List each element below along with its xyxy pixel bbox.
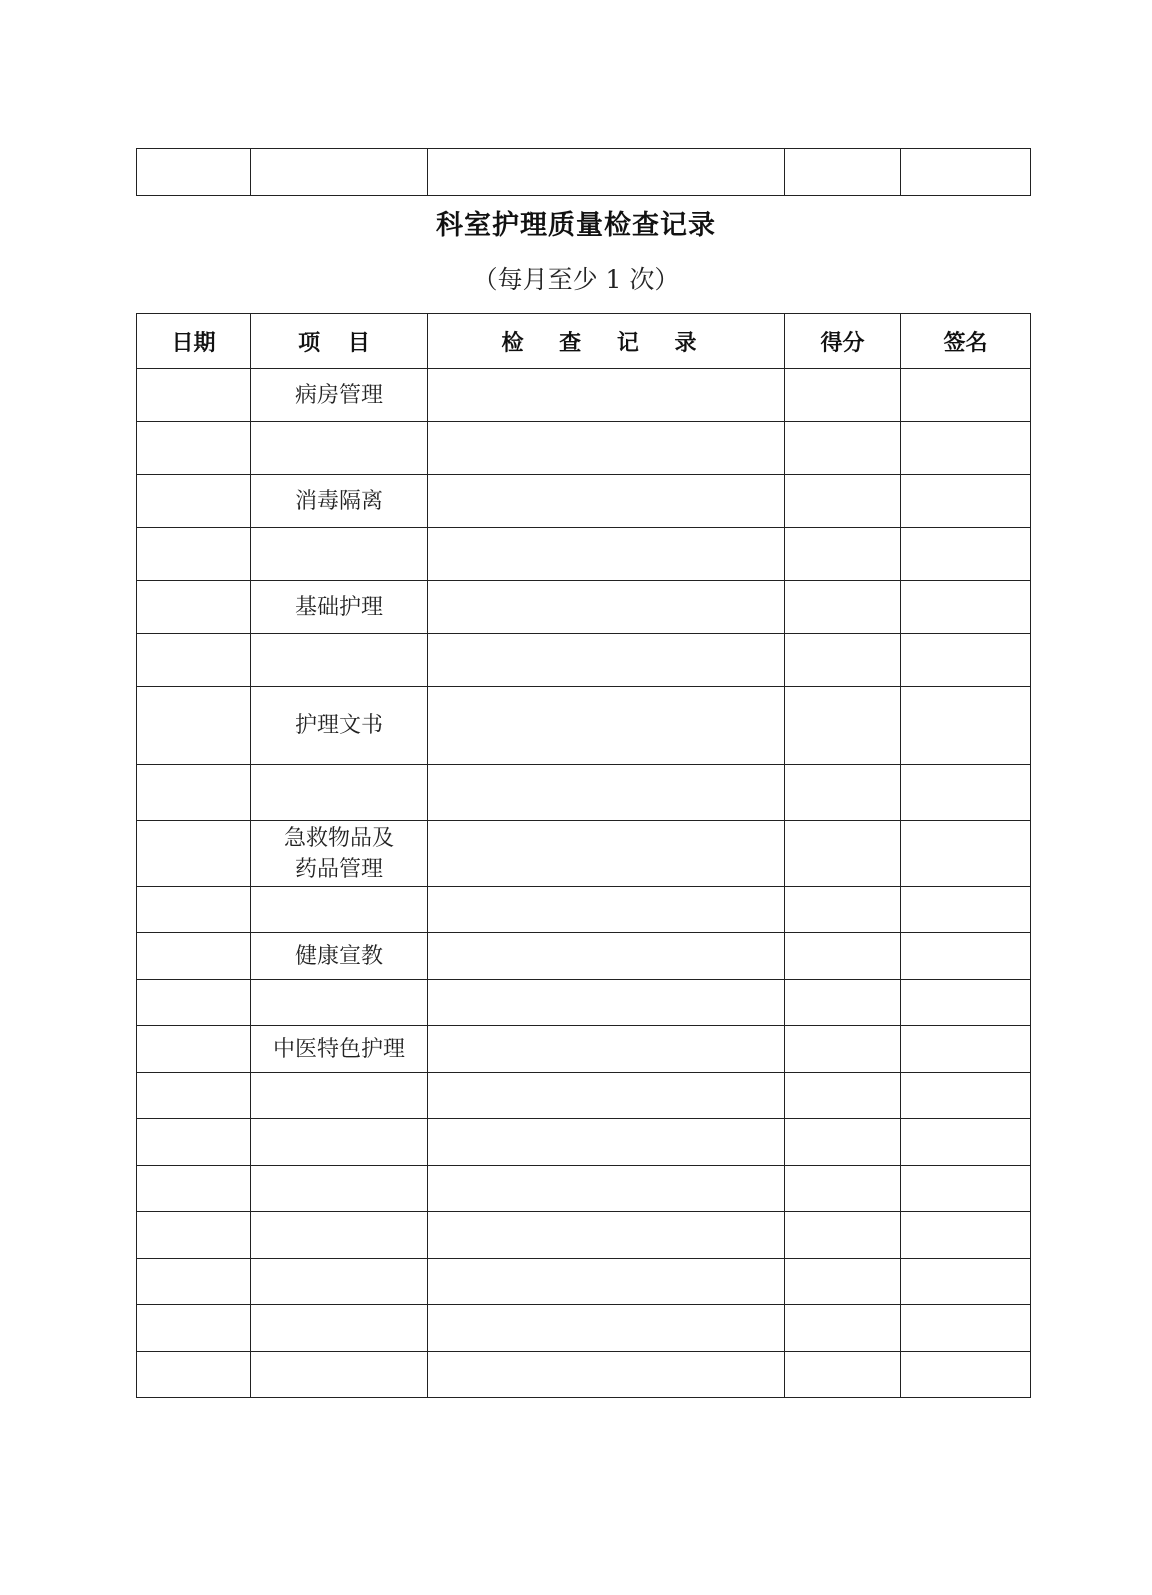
- record-cell[interactable]: [428, 1026, 785, 1073]
- table-row: [137, 1259, 1031, 1305]
- inspection-record-table: [136, 313, 1031, 1398]
- score-cell[interactable]: [785, 687, 901, 765]
- item-cell-emergency: [251, 821, 428, 887]
- blank-cell[interactable]: [137, 149, 251, 196]
- score-cell[interactable]: [785, 1166, 901, 1212]
- record-cell[interactable]: [428, 369, 785, 422]
- date-cell[interactable]: [137, 887, 251, 933]
- date-cell[interactable]: [137, 1166, 251, 1212]
- table-row: [137, 933, 1031, 980]
- date-cell[interactable]: [137, 1212, 251, 1259]
- record-cell[interactable]: [428, 1259, 785, 1305]
- item-cell-disinfection: 消毒隔离: [251, 475, 428, 528]
- signature-cell[interactable]: [901, 528, 1031, 581]
- date-cell[interactable]: [137, 475, 251, 528]
- signature-cell[interactable]: [901, 475, 1031, 528]
- page-title: 科室护理质量检查记录: [436, 210, 716, 241]
- record-cell[interactable]: [428, 581, 785, 634]
- date-cell[interactable]: [137, 765, 251, 821]
- item-cell[interactable]: [251, 1073, 428, 1119]
- signature-cell[interactable]: [901, 1352, 1031, 1398]
- record-cell[interactable]: [428, 1119, 785, 1166]
- signature-cell[interactable]: [901, 821, 1031, 887]
- score-cell[interactable]: [785, 1026, 901, 1073]
- score-cell[interactable]: [785, 581, 901, 634]
- score-cell[interactable]: [785, 933, 901, 980]
- signature-cell[interactable]: [901, 1212, 1031, 1259]
- table-row: [137, 422, 1031, 475]
- table-row: [137, 980, 1031, 1026]
- table-row: [137, 149, 1031, 196]
- date-cell[interactable]: [137, 1119, 251, 1166]
- header-item: 项 目: [251, 314, 428, 369]
- record-cell[interactable]: [428, 1212, 785, 1259]
- item-cell-tcm: 中医特色护理: [251, 1026, 428, 1073]
- score-cell[interactable]: [785, 1212, 901, 1259]
- item-label-line: 急救物品及: [283, 825, 394, 851]
- table-row: [137, 1166, 1031, 1212]
- record-cell[interactable]: [428, 687, 785, 765]
- table-row: [137, 475, 1031, 528]
- header-date: 日期: [137, 314, 251, 369]
- record-cell[interactable]: [428, 980, 785, 1026]
- date-cell[interactable]: [137, 1352, 251, 1398]
- date-cell[interactable]: [137, 1026, 251, 1073]
- record-cell[interactable]: [428, 821, 785, 887]
- item-cell[interactable]: [251, 422, 428, 475]
- record-cell[interactable]: [428, 422, 785, 475]
- table-row: [137, 765, 1031, 821]
- score-cell[interactable]: [785, 1073, 901, 1119]
- date-cell[interactable]: [137, 581, 251, 634]
- item-cell-basic-care: 基础护理: [251, 581, 428, 634]
- table-row: [137, 369, 1031, 422]
- signature-cell[interactable]: [901, 1119, 1031, 1166]
- header-row: [137, 314, 1031, 369]
- score-cell[interactable]: [785, 765, 901, 821]
- signature-cell[interactable]: [901, 1073, 1031, 1119]
- score-cell[interactable]: [785, 821, 901, 887]
- signature-cell[interactable]: [901, 887, 1031, 933]
- item-cell-ward: 病房管理: [251, 369, 428, 422]
- date-cell[interactable]: [137, 422, 251, 475]
- score-cell[interactable]: [785, 980, 901, 1026]
- blank-cell[interactable]: [785, 149, 901, 196]
- score-cell[interactable]: [785, 634, 901, 687]
- signature-cell[interactable]: [901, 634, 1031, 687]
- signature-cell[interactable]: [901, 765, 1031, 821]
- table-row: [137, 821, 1031, 887]
- score-cell[interactable]: [785, 369, 901, 422]
- top-blank-table: [136, 148, 1031, 196]
- score-cell[interactable]: [785, 1352, 901, 1398]
- record-cell[interactable]: [428, 1305, 785, 1352]
- signature-cell[interactable]: [901, 422, 1031, 475]
- record-cell[interactable]: [428, 475, 785, 528]
- date-cell[interactable]: [137, 1259, 251, 1305]
- blank-cell[interactable]: [428, 149, 785, 196]
- item-cell[interactable]: [251, 765, 428, 821]
- table-row: [137, 687, 1031, 765]
- signature-cell[interactable]: [901, 980, 1031, 1026]
- table-row: [137, 528, 1031, 581]
- score-cell[interactable]: [785, 1305, 901, 1352]
- signature-cell[interactable]: [901, 1259, 1031, 1305]
- date-cell[interactable]: [137, 634, 251, 687]
- table-row: [137, 634, 1031, 687]
- table-row: [137, 1212, 1031, 1259]
- record-cell[interactable]: [428, 1166, 785, 1212]
- item-cell[interactable]: [251, 1352, 428, 1398]
- date-cell[interactable]: [137, 687, 251, 765]
- item-cell[interactable]: [251, 634, 428, 687]
- signature-cell[interactable]: [901, 1026, 1031, 1073]
- table-row: [137, 1305, 1031, 1352]
- signature-cell[interactable]: [901, 933, 1031, 980]
- date-cell[interactable]: [137, 528, 251, 581]
- signature-cell[interactable]: [901, 1166, 1031, 1212]
- item-label-line: 药品管理: [294, 856, 383, 882]
- item-cell[interactable]: [251, 1166, 428, 1212]
- signature-cell[interactable]: [901, 369, 1031, 422]
- signature-cell[interactable]: [901, 687, 1031, 765]
- record-cell[interactable]: [428, 887, 785, 933]
- date-cell[interactable]: [137, 980, 251, 1026]
- score-cell[interactable]: [785, 475, 901, 528]
- item-cell-documents: 护理文书: [251, 687, 428, 765]
- date-cell[interactable]: [137, 369, 251, 422]
- signature-cell[interactable]: [901, 581, 1031, 634]
- table-row: [137, 581, 1031, 634]
- header-record: 检 查 记 录: [428, 314, 785, 369]
- record-cell[interactable]: [428, 528, 785, 581]
- score-cell[interactable]: [785, 887, 901, 933]
- header-score: 得分: [785, 314, 901, 369]
- score-cell[interactable]: [785, 1119, 901, 1166]
- item-cell[interactable]: [251, 887, 428, 933]
- blank-cell[interactable]: [901, 149, 1031, 196]
- item-cell[interactable]: [251, 1305, 428, 1352]
- record-cell[interactable]: [428, 1073, 785, 1119]
- header-signature: 签名: [901, 314, 1031, 369]
- item-cell[interactable]: [251, 1259, 428, 1305]
- record-cell[interactable]: [428, 634, 785, 687]
- table-row: [137, 1073, 1031, 1119]
- table-row: [137, 1119, 1031, 1166]
- score-cell[interactable]: [785, 422, 901, 475]
- date-cell[interactable]: [137, 933, 251, 980]
- signature-cell[interactable]: [901, 1305, 1031, 1352]
- date-cell[interactable]: [137, 821, 251, 887]
- table-row: [137, 887, 1031, 933]
- item-cell-health-edu: 健康宣教: [251, 933, 428, 980]
- record-cell[interactable]: [428, 765, 785, 821]
- table-row: [137, 1352, 1031, 1398]
- date-cell[interactable]: [137, 1073, 251, 1119]
- item-cell[interactable]: [251, 1212, 428, 1259]
- blank-cell[interactable]: [251, 149, 428, 196]
- record-cell[interactable]: [428, 1352, 785, 1398]
- page-subtitle: （每月至少 1 次）: [472, 265, 680, 294]
- date-cell[interactable]: [137, 1305, 251, 1352]
- table-row: [137, 1026, 1031, 1073]
- item-cell[interactable]: [251, 980, 428, 1026]
- item-cell[interactable]: [251, 528, 428, 581]
- record-cell[interactable]: [428, 933, 785, 980]
- score-cell[interactable]: [785, 528, 901, 581]
- score-cell[interactable]: [785, 1259, 901, 1305]
- item-cell[interactable]: [251, 1119, 428, 1166]
